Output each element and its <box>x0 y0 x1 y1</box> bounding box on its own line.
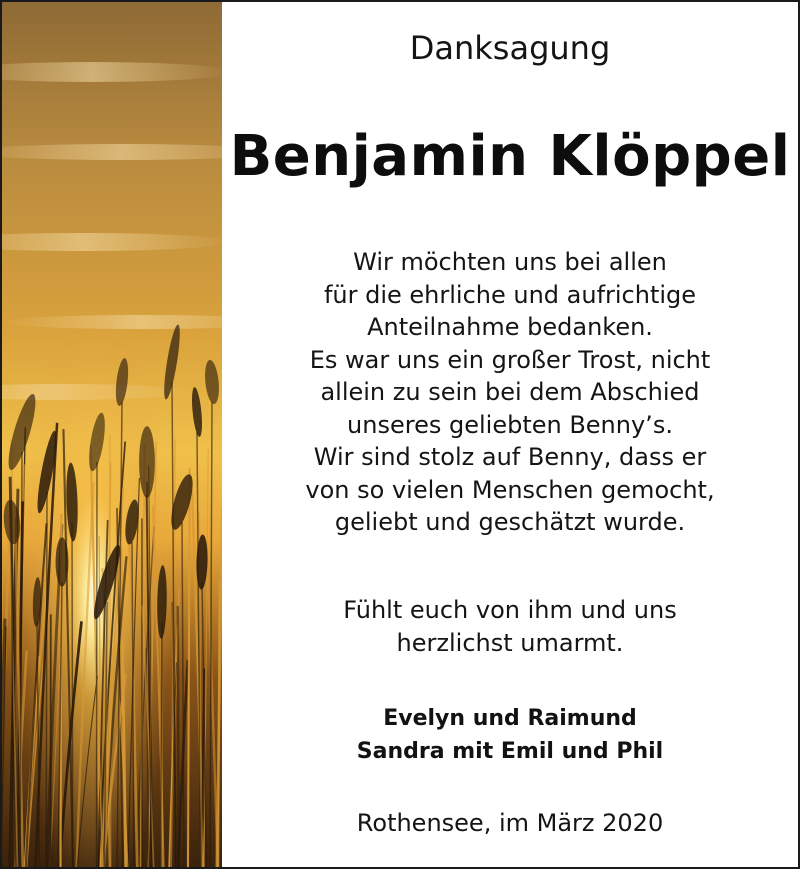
closing-line: Fühlt euch von ihm und uns <box>343 596 677 624</box>
message-line: Wir sind stolz auf Benny, dass er <box>313 443 707 471</box>
message-line: Anteilnahme bedanken. <box>367 313 653 341</box>
reed-stalk <box>96 462 97 867</box>
reed-stalk <box>72 522 73 867</box>
message-line: geliebt und geschätzt wurde. <box>334 508 686 536</box>
reed-stalk <box>12 542 13 867</box>
message-line: Wir möchten uns bei allen <box>353 248 667 276</box>
reed-plume <box>56 537 69 586</box>
reeds-sunset-image <box>2 2 222 867</box>
message-line: für die ehrliche und aufrichtige <box>323 280 697 309</box>
message-line: von so vielen Menschen gemocht, <box>305 475 715 504</box>
message-line: unseres geliebten Benny’s. <box>347 410 673 439</box>
notice-text <box>222 2 798 867</box>
reed-stalk <box>218 580 219 867</box>
deceased-name: Benjamin Klöppel <box>229 124 791 189</box>
signer-line: Evelyn und Raimund <box>383 706 637 731</box>
message-line: Es war uns ein großer Trost, nicht <box>309 345 711 374</box>
message-line: allein zu sein bei dem Abschied <box>320 378 700 406</box>
signers <box>222 702 798 768</box>
reeds-sunset-photo <box>2 2 222 867</box>
closing-message <box>222 594 798 659</box>
place-and-date: Rothensee, im März 2020 <box>356 809 664 837</box>
closing-line: herzlichst umarmt. <box>396 628 624 657</box>
notice-heading: Danksagung <box>409 29 611 67</box>
signer-line: Sandra mit Emil und Phil <box>356 739 664 764</box>
thank-you-message <box>222 246 798 539</box>
reed-stalk <box>46 492 47 867</box>
reed-stalk <box>178 606 179 867</box>
